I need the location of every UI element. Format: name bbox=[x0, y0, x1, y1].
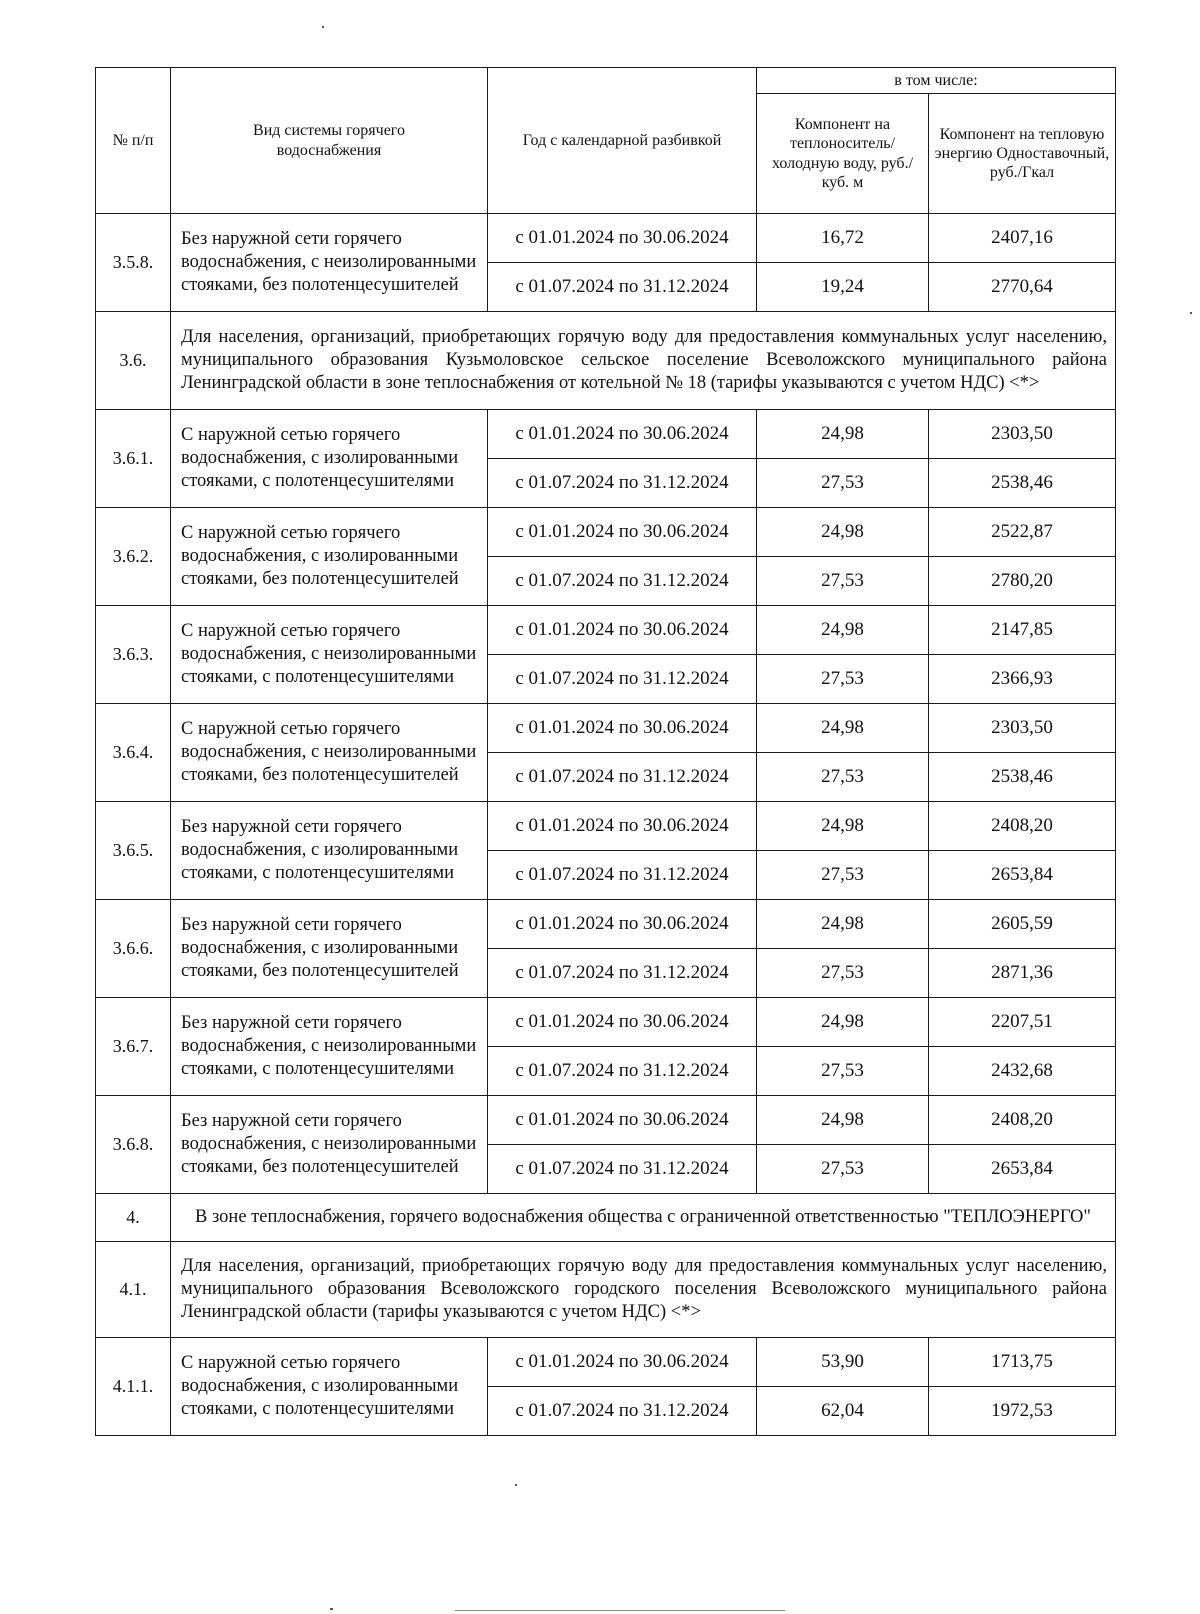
row-heat-tariff: 2780,20 bbox=[929, 557, 1116, 606]
table-row bbox=[96, 508, 1116, 557]
row-period: с 01.07.2024 по 31.12.2024 bbox=[488, 1047, 757, 1096]
row-period: с 01.07.2024 по 31.12.2024 bbox=[488, 949, 757, 998]
row-period: с 01.07.2024 по 31.12.2024 bbox=[488, 753, 757, 802]
row-number: 3.6.4. bbox=[96, 704, 171, 802]
scan-line bbox=[455, 1610, 785, 1611]
row-description: С наружной сетью горячего водоснабжения, с изолированными стояками, с полотенцесушителями bbox=[171, 410, 488, 508]
scan-speck bbox=[1190, 312, 1192, 314]
section-number: 4.1. bbox=[96, 1242, 171, 1338]
row-number: 3.6.2. bbox=[96, 508, 171, 606]
row-number: 3.6.7. bbox=[96, 998, 171, 1096]
row-description: Без наружной сети горячего водоснабжения, с неизолированными стояками, без полотенцесушителей bbox=[171, 214, 488, 312]
row-number: 3.6.6. bbox=[96, 900, 171, 998]
tariff-table bbox=[95, 67, 1116, 1436]
row-period: с 01.01.2024 по 30.06.2024 bbox=[488, 802, 757, 851]
header-component-water: Компонент на теплоноситель/ холодную воду, руб./куб. м bbox=[757, 94, 929, 214]
row-period: с 01.07.2024 по 31.12.2024 bbox=[488, 1387, 757, 1436]
row-water-tariff: 19,24 bbox=[757, 263, 929, 312]
row-period: с 01.07.2024 по 31.12.2024 bbox=[488, 557, 757, 606]
section-number: 3.6. bbox=[96, 312, 171, 410]
row-period: с 01.07.2024 по 31.12.2024 bbox=[488, 263, 757, 312]
row-heat-tariff: 2432,68 bbox=[929, 1047, 1116, 1096]
row-heat-tariff: 1972,53 bbox=[929, 1387, 1116, 1436]
row-number: 4.1.1. bbox=[96, 1338, 171, 1436]
row-water-tariff: 27,53 bbox=[757, 655, 929, 704]
row-water-tariff: 53,90 bbox=[757, 1338, 929, 1387]
header-including: в том числе: bbox=[757, 68, 1116, 94]
row-heat-tariff: 2605,59 bbox=[929, 900, 1116, 949]
row-heat-tariff: 2303,50 bbox=[929, 704, 1116, 753]
table-row bbox=[96, 214, 1116, 263]
row-period: с 01.07.2024 по 31.12.2024 bbox=[488, 459, 757, 508]
row-water-tariff: 24,98 bbox=[757, 606, 929, 655]
row-heat-tariff: 2653,84 bbox=[929, 851, 1116, 900]
scan-speck bbox=[330, 1608, 333, 1610]
row-period: с 01.01.2024 по 30.06.2024 bbox=[488, 704, 757, 753]
header-period: Год с календарной разбивкой bbox=[488, 68, 757, 214]
header-row bbox=[96, 68, 1116, 94]
row-heat-tariff: 2653,84 bbox=[929, 1145, 1116, 1194]
row-description: С наружной сетью горячего водоснабжения, с неизолированными стояками, с полотенцесушителями bbox=[171, 606, 488, 704]
row-water-tariff: 27,53 bbox=[757, 753, 929, 802]
row-period: с 01.07.2024 по 31.12.2024 bbox=[488, 1145, 757, 1194]
table-row bbox=[96, 900, 1116, 949]
row-heat-tariff: 2522,87 bbox=[929, 508, 1116, 557]
row-heat-tariff: 2770,64 bbox=[929, 263, 1116, 312]
row-heat-tariff: 2147,85 bbox=[929, 606, 1116, 655]
row-period: с 01.01.2024 по 30.06.2024 bbox=[488, 606, 757, 655]
section-row bbox=[96, 1194, 1116, 1242]
row-water-tariff: 62,04 bbox=[757, 1387, 929, 1436]
row-heat-tariff: 2408,20 bbox=[929, 1096, 1116, 1145]
row-number: 3.6.3. bbox=[96, 606, 171, 704]
table-row bbox=[96, 802, 1116, 851]
section-row bbox=[96, 312, 1116, 410]
row-period: с 01.01.2024 по 30.06.2024 bbox=[488, 900, 757, 949]
row-period: с 01.07.2024 по 31.12.2024 bbox=[488, 655, 757, 704]
row-water-tariff: 24,98 bbox=[757, 410, 929, 459]
row-period: с 01.01.2024 по 30.06.2024 bbox=[488, 214, 757, 263]
section-number: 4. bbox=[96, 1194, 171, 1242]
row-water-tariff: 27,53 bbox=[757, 557, 929, 606]
row-heat-tariff: 2538,46 bbox=[929, 753, 1116, 802]
row-number: 3.6.5. bbox=[96, 802, 171, 900]
row-water-tariff: 16,72 bbox=[757, 214, 929, 263]
row-description: Без наружной сети горячего водоснабжения, с неизолированными стояками, без полотенцесушителей bbox=[171, 1096, 488, 1194]
row-period: с 01.01.2024 по 30.06.2024 bbox=[488, 1096, 757, 1145]
table-row bbox=[96, 410, 1116, 459]
row-number: 3.5.8. bbox=[96, 214, 171, 312]
table-row bbox=[96, 704, 1116, 753]
section-row bbox=[96, 1242, 1116, 1338]
row-period: с 01.01.2024 по 30.06.2024 bbox=[488, 998, 757, 1047]
row-water-tariff: 27,53 bbox=[757, 949, 929, 998]
section-text: Для населения, организаций, приобретающих горячую воду для предоставления коммунальных услуг населению, муниципального образования Всеволожского городского поселения Всеволожского муниципального района Ленинградской области (тарифы указываются с учетом НДС) <*> bbox=[171, 1242, 1116, 1338]
table-row bbox=[96, 998, 1116, 1047]
table-row bbox=[96, 1096, 1116, 1145]
row-description: Без наружной сети горячего водоснабжения, с неизолированными стояками, с полотенцесушителями bbox=[171, 998, 488, 1096]
row-heat-tariff: 2538,46 bbox=[929, 459, 1116, 508]
row-heat-tariff: 2407,16 bbox=[929, 214, 1116, 263]
table-row bbox=[96, 606, 1116, 655]
row-water-tariff: 27,53 bbox=[757, 1047, 929, 1096]
row-period: с 01.07.2024 по 31.12.2024 bbox=[488, 851, 757, 900]
row-period: с 01.01.2024 по 30.06.2024 bbox=[488, 508, 757, 557]
row-description: С наружной сетью горячего водоснабжения, с изолированными стояками, без полотенцесушителей bbox=[171, 508, 488, 606]
row-number: 3.6.8. bbox=[96, 1096, 171, 1194]
scan-speck bbox=[322, 26, 324, 28]
scan-speck bbox=[515, 1484, 517, 1486]
row-description: С наружной сетью горячего водоснабжения, с изолированными стояками, с полотенцесушителями bbox=[171, 1338, 488, 1436]
section-text: В зоне теплоснабжения, горячего водоснабжения общества с ограниченной ответственностью "ТЕПЛОЭНЕРГО" bbox=[171, 1194, 1116, 1242]
section-text: Для населения, организаций, приобретающих горячую воду для предоставления коммунальных услуг населению, муниципального образования Кузьмоловское сельское поселение Всеволожского муниципального района Ленинградской области в зоне теплоснабжения от котельной № 18 (тарифы указываются с учетом НДС) <*> bbox=[171, 312, 1116, 410]
row-description: Без наружной сети горячего водоснабжения, с изолированными стояками, без полотенцесушителей bbox=[171, 900, 488, 998]
row-heat-tariff: 1713,75 bbox=[929, 1338, 1116, 1387]
header-component-heat: Компонент на тепловую энергию Одноставочный, руб./Гкал bbox=[929, 94, 1116, 214]
row-water-tariff: 24,98 bbox=[757, 508, 929, 557]
row-period: с 01.01.2024 по 30.06.2024 bbox=[488, 1338, 757, 1387]
row-number: 3.6.1. bbox=[96, 410, 171, 508]
row-water-tariff: 24,98 bbox=[757, 900, 929, 949]
row-water-tariff: 24,98 bbox=[757, 1096, 929, 1145]
row-heat-tariff: 2408,20 bbox=[929, 802, 1116, 851]
header-num: № п/п bbox=[96, 68, 171, 214]
row-water-tariff: 27,53 bbox=[757, 1145, 929, 1194]
row-period: с 01.01.2024 по 30.06.2024 bbox=[488, 410, 757, 459]
row-water-tariff: 24,98 bbox=[757, 802, 929, 851]
row-water-tariff: 24,98 bbox=[757, 998, 929, 1047]
row-heat-tariff: 2366,93 bbox=[929, 655, 1116, 704]
row-description: С наружной сетью горячего водоснабжения, с неизолированными стояками, без полотенцесушителей bbox=[171, 704, 488, 802]
row-heat-tariff: 2303,50 bbox=[929, 410, 1116, 459]
row-heat-tariff: 2207,51 bbox=[929, 998, 1116, 1047]
row-water-tariff: 24,98 bbox=[757, 704, 929, 753]
header-system-type: Вид системы горячего водоснабжения bbox=[171, 68, 488, 214]
row-description: Без наружной сети горячего водоснабжения, с изолированными стояками, с полотенцесушителями bbox=[171, 802, 488, 900]
row-heat-tariff: 2871,36 bbox=[929, 949, 1116, 998]
table-row bbox=[96, 1338, 1116, 1387]
row-water-tariff: 27,53 bbox=[757, 459, 929, 508]
row-water-tariff: 27,53 bbox=[757, 851, 929, 900]
